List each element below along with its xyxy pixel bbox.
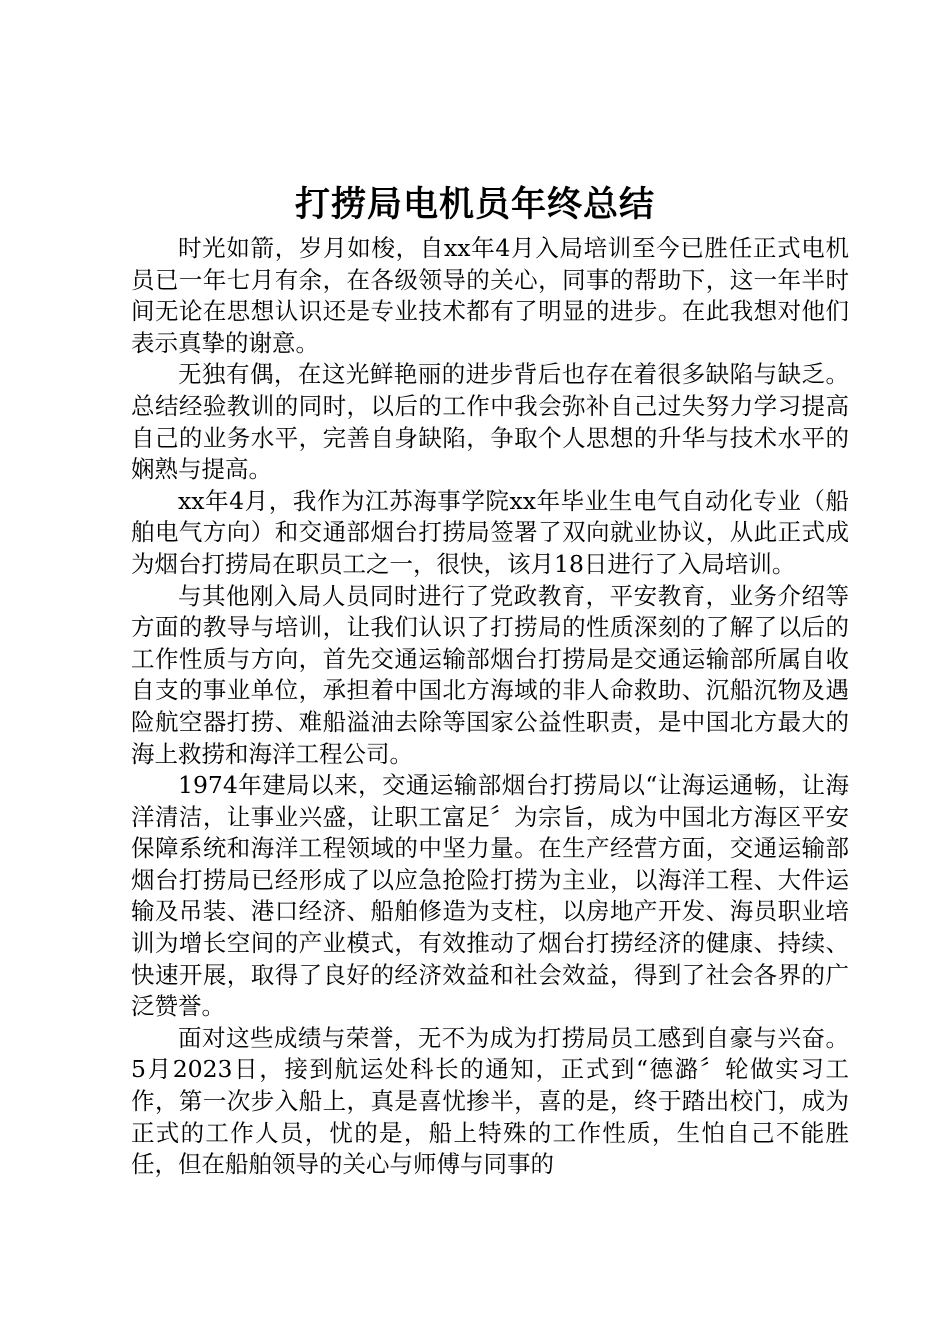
document-body <box>131 233 849 1181</box>
paragraph: 与其他刚入局人员同时进行了党政教育，平安教育，业务介绍等方面的教导与培训，让我们认识了打捞局的性质深刻的了解了以后的工作性质与方向，首先交通运输部烟台打捞局是交通运输部所属自收自支的事业单位，承担着中国北方海域的非人命救助、沉船沉物及遇险航空器打捞、难船溢油去除等国家公益性职责，是中国北方最大的海上救捞和海洋工程公司。 <box>131 581 849 768</box>
paragraph: 1974年建局以来，交通运输部烟台打捞局以“让海运通畅，让海洋清洁，让事业兴盛，让职工富足〞为宗旨，成为中国北方海区平安保障系统和海洋工程领域的中坚力量。在生产经营方面，交通运输部烟台打捞局已经形成了以应急抢险打捞为主业，以海洋工程、大件运输及吊装、港口经济、船舶修造为支柱，以房地产开发、海员职业培训为增长空间的产业模式，有效推动了烟台打捞经济的健康、持续、快速开展，取得了良好的经济效益和社会效益，得到了社会各界的广泛赞誉。 <box>131 771 849 1021</box>
paragraph: 无独有偶，在这光鲜艳丽的进步背后也存在着很多缺陷与缺乏。总结经验教训的同时，以后的工作中我会弥补自己过失努力学习提高自己的业务水平，完善自身缺陷，争取个人思想的升华与技术水平的娴熟与提高。 <box>131 360 849 484</box>
paragraph: 面对这些成绩与荣誉，无不为成为打捞局员工感到自豪与兴奋。5月2023日，接到航运处科长的通知，正式到“德潞〞轮做实习工作，第一次步入船上，真是喜忧掺半，喜的是，终于踏出校门，成为正式的工作人员，忧的是，船上特殊的工作性质，生怕自己不能胜任，但在船舶领导的关心与师傅与同事的 <box>131 1023 849 1179</box>
paragraph: 时光如箭，岁月如梭，自xx年4月入局培训至今已胜任正式电机员已一年七月有余，在各级领导的关心，同事的帮助下，这一年半时间无论在思想认识还是专业技术都有了明显的进步。在此我想对他们表示真挚的谢意。 <box>131 234 849 357</box>
paragraph: xx年4月，我作为江苏海事学院xx年毕业生电气自动化专业（船舶电气方向）和交通部烟台打捞局签署了双向就业协议，从此正式成为烟台打捞局在职员工之一，很快，该月18日进行了入局培训。 <box>131 486 849 578</box>
document-title: 打捞局电机员年终总结 <box>294 184 655 225</box>
